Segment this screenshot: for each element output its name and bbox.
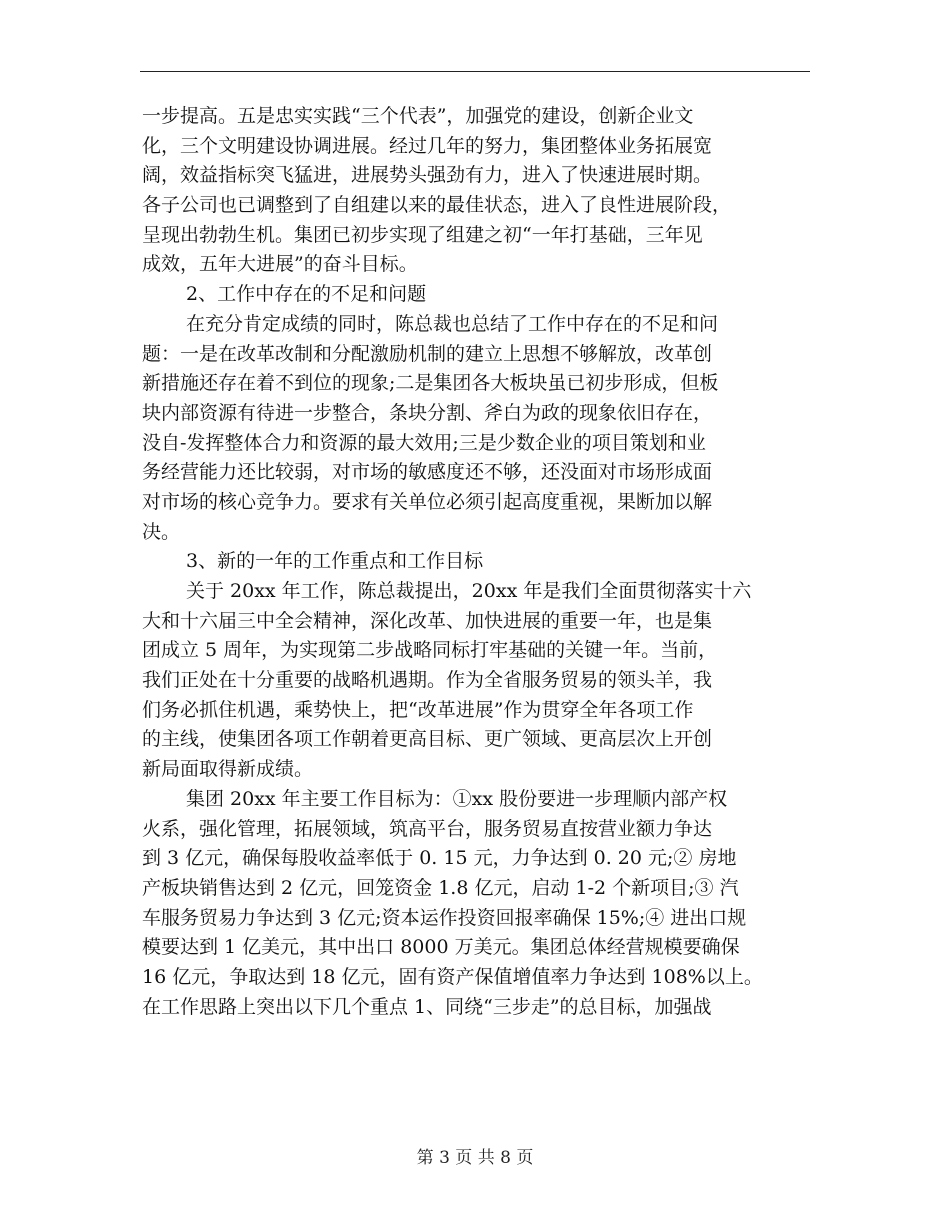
text-line: 2、工作中存在的不足和问题 (186, 283, 427, 306)
text-line: 新局面取得新成绩。 (142, 758, 314, 781)
page-footer: 第 3 页 共 8 页 (416, 1148, 534, 1168)
text-line: 们务必抓住机遇，乘势快上，把“改革进展”作为贯穿全年各项工作 (142, 698, 694, 721)
text-line: 块内部资源有待进一步整合，条块分割、斧白为政的现象依旧存在， (142, 401, 713, 424)
text-line: 的主线，使集团各项工作朝着更高目标、更广领域、更高层次上开创 (142, 728, 713, 751)
text-line: 新措施还存在着不到位的现象;二是集团各大板块虽已初步形成，但板 (142, 372, 719, 395)
text-line: 呈现出勃勃生机。集团已初步实现了组建之初“一年打基础，三年见 (142, 223, 703, 246)
text-line: 各子公司也已调整到了自组建以来的最佳状态，进入了良性进展阶段， (142, 194, 732, 217)
text-line: 化，三个文明建设协调进展。经过几年的努力，集团整体业务拓展宽 (142, 134, 713, 157)
text-line: 在充分肯定成绩的同时，陈总裁也总结了工作中存在的不足和问 (186, 312, 719, 335)
header-divider (140, 71, 810, 72)
text-line: 对市场的核心竞争力。要求有关单位必须引起高度重视，果断加以解 (142, 490, 713, 513)
text-line: 集团 20xx 年主要工作目标为：①xx 股份要进一步理顺内部产权 (186, 787, 728, 810)
text-line: 阔，效益指标突飞猛进，进展势头强劲有力，进入了快速进展时期。 (142, 164, 713, 187)
text-line: 关于 20xx 年工作，陈总裁提出，20xx 年是我们全面贯彻落实十六 (186, 580, 752, 602)
text-line: 16 亿元，争取达到 18 亿元，固有资产保值增值率力争达到 108%以上。 (142, 965, 763, 988)
text-line: 成效，五年大进展”的奋斗目标。 (142, 253, 418, 276)
text-line: 务经营能力还比较弱，对市场的敏感度还不够，还没面对市场形成面 (142, 461, 713, 484)
text-line: 题：一是在改革改制和分配激励机制的建立上思想不够解放，改革创 (142, 342, 713, 365)
text-line: 到 3 亿元，确保每股收益率低于 0. 15 元，力争达到 0. 20 元;② 房地 (142, 847, 737, 870)
text-line: 模要达到 1 亿美元，其中出口 8000 万美元。集团总体经营规模要确保 (142, 936, 740, 959)
text-line: 火系，强化管理，拓展领域，筑高平台，服务贸易直按营业额力争达 (142, 817, 713, 840)
text-line: 车服务贸易力争达到 3 亿元;资本运作投资回报率确保 15%;④ 进出口规 (142, 906, 747, 929)
text-line: 一步提高。五是忠实实践“三个代表”，加强党的建设，创新企业文 (142, 105, 694, 127)
text-line: 团成立 5 周年，为实现第二步战略同标打牢基础的关键一年。当前， (142, 639, 718, 662)
text-line: 没自-发挥整体合力和资源的最大效用;三是少数企业的项目策划和业 (142, 431, 706, 454)
text-line: 大和十六届三中全会精神，深化改革、加快进展的重要一年，也是集 (142, 609, 713, 632)
text-line: 产板块销售达到 2 亿元，回笼资金 1.8 亿元，启动 1-2 个新项目;③ 汽 (142, 876, 739, 899)
text-line: 决。 (142, 520, 181, 543)
text-line: 我们正处在十分重要的战略机遇期。作为全省服务贸易的领头羊，我 (142, 669, 713, 692)
document-body (142, 102, 812, 1022)
text-line: 3、新的一年的工作重点和工作目标 (186, 550, 484, 573)
text-line: 在工作思路上突出以下几个重点 1、同绕“三步走”的总目标，加强战 (142, 995, 712, 1018)
